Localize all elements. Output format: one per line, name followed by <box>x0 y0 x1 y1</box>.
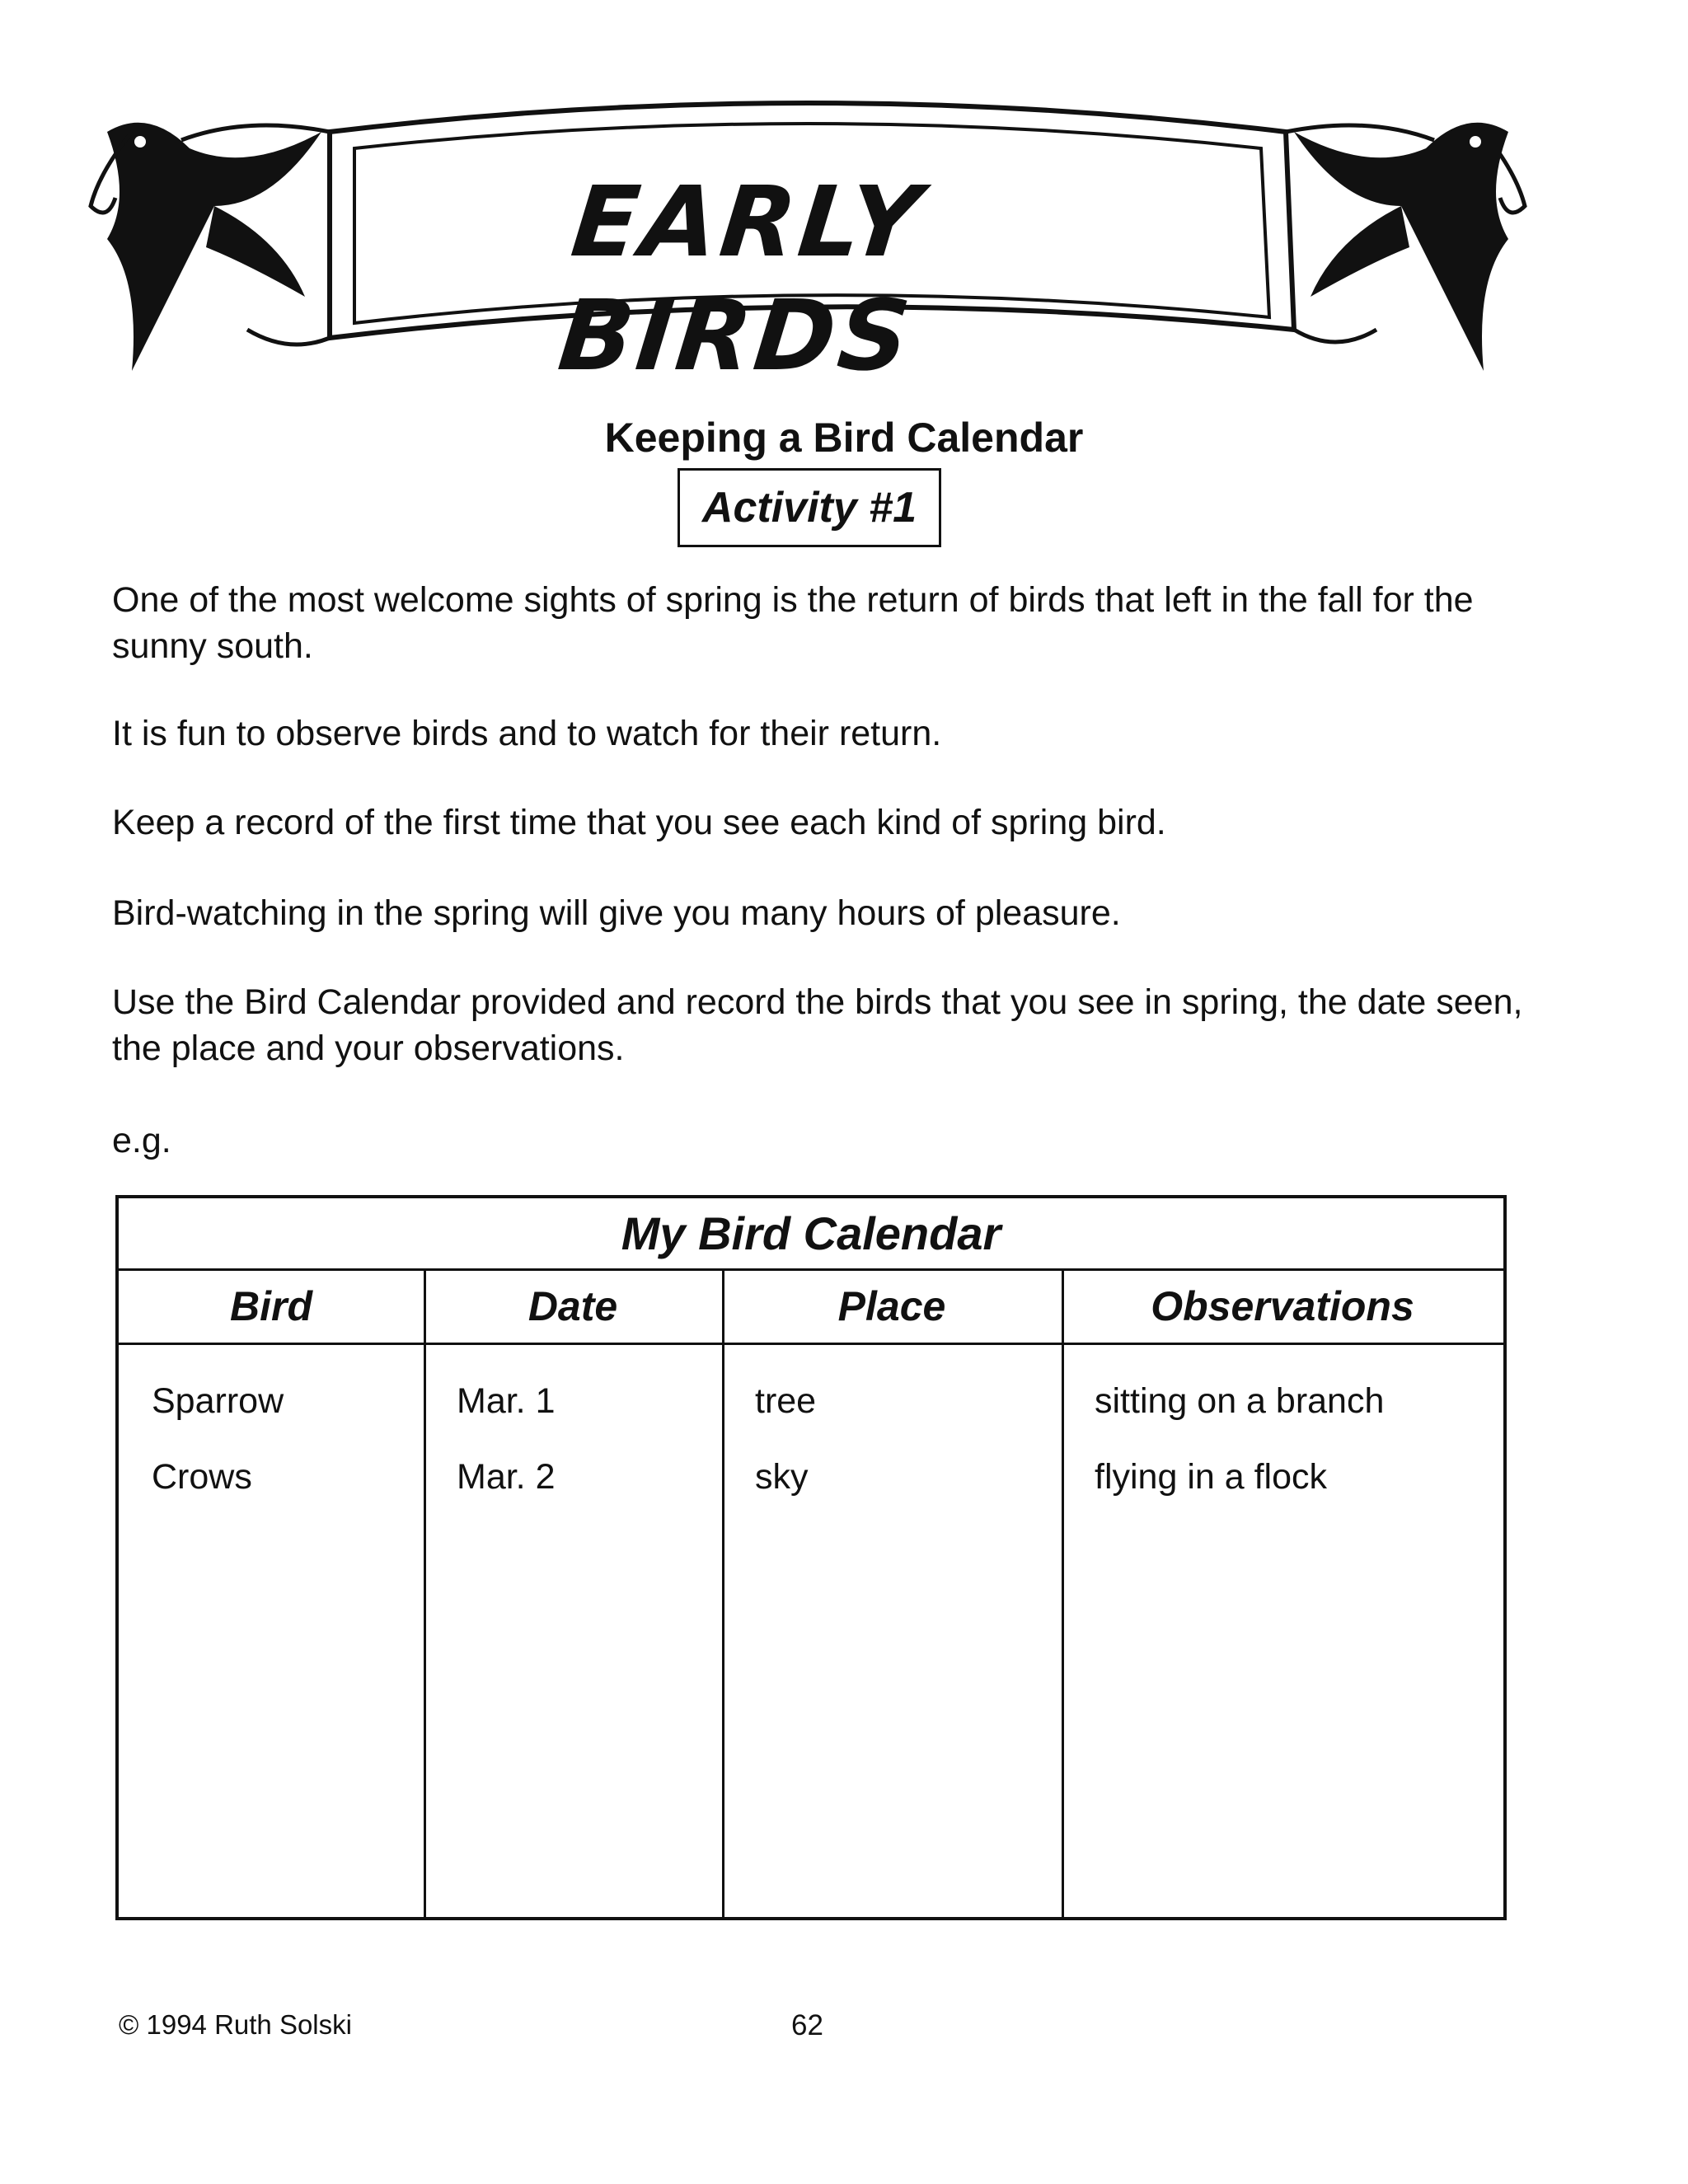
copyright-notice: © 1994 Ruth Solski <box>119 2009 352 2040</box>
bird-calendar-table <box>115 1195 1507 1920</box>
header-place: Place <box>837 1283 946 1329</box>
right-swallow-icon <box>1294 123 1525 371</box>
instructions-paragraph: Use the Bird Calendar provided and record the birds that you see in spring, the date seen, the place and your observations. <box>112 982 1523 1068</box>
table-cell: tree <box>755 1381 817 1421</box>
table-cell: Sparrow <box>152 1381 284 1421</box>
header-observations: Observations <box>1151 1283 1414 1329</box>
observe-paragraph: It is fun to observe birds and to watch for their return. <box>112 714 942 753</box>
calendar-header-row <box>119 1271 1503 1345</box>
page-subtitle: Keeping a Bird Calendar <box>604 415 1084 461</box>
column-divider <box>722 1271 724 1917</box>
header-date: Date <box>528 1283 618 1329</box>
example-label: e.g. <box>112 1121 171 1160</box>
column-divider <box>424 1271 426 1917</box>
table-cell: Mar. 2 <box>457 1457 556 1497</box>
record-paragraph: Keep a record of the first time that you see each kind of spring bird. <box>112 803 1166 842</box>
intro-paragraph: One of the most welcome sights of spring is the return of birds that left in the fall for the sunny south. <box>112 580 1474 666</box>
banner-title: EARLY BIRDS <box>553 165 930 392</box>
calendar-title: My Bird Calendar <box>119 1198 1503 1271</box>
activity-label: Activity #1 <box>678 468 941 547</box>
table-cell: Mar. 1 <box>457 1381 556 1421</box>
column-divider <box>1062 1271 1064 1917</box>
pleasure-paragraph: Bird-watching in the spring will give you many hours of pleasure. <box>112 893 1121 933</box>
table-cell: sitting on a branch <box>1095 1381 1385 1421</box>
table-cell: sky <box>755 1457 809 1497</box>
table-cell: flying in a flock <box>1095 1457 1328 1497</box>
page-number: 62 <box>791 2009 823 2041</box>
left-swallow-icon <box>91 123 321 371</box>
table-cell: Crows <box>152 1457 252 1497</box>
header-bird: Bird <box>230 1283 312 1329</box>
